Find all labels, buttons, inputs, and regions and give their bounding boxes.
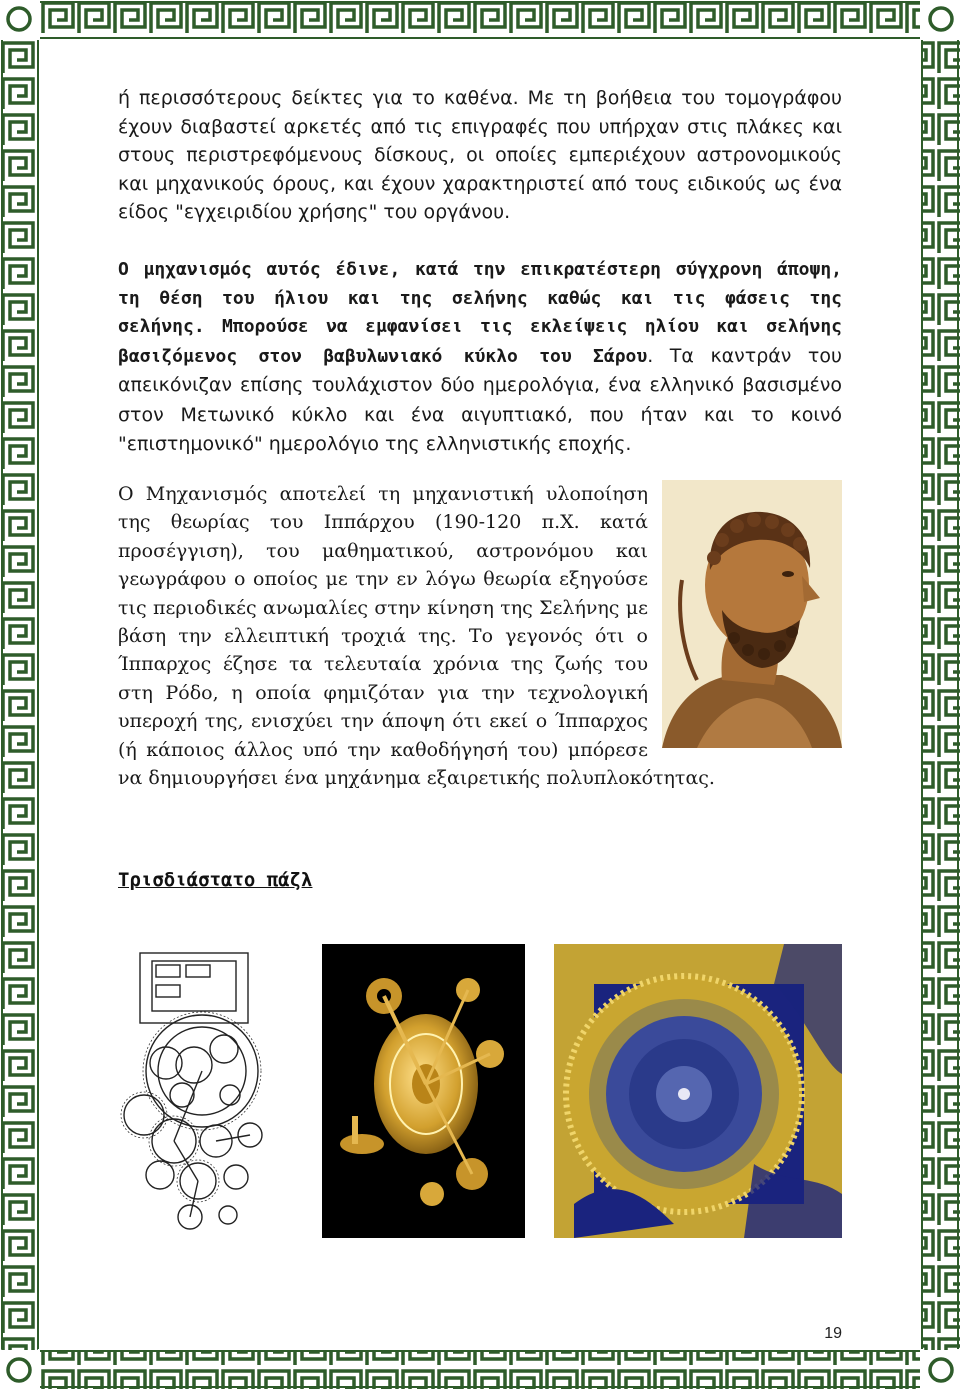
- paragraph-mechanism-function-regular: . Τα καντράν του απεικόνιζαν επίσης τουλάχιστον δύο ημερολόγια, ένα ελληνικό βασισμένο στον Μετωνικό κύκλο και ένα αιγυπτιακό, που ήταν και το κοινό "επιστημονικό" ημερολόγιο της ελληνιστικής εποχής.: [118, 344, 842, 455]
- paragraph-mechanism-function: [118, 256, 842, 460]
- gear-schematic-image: [120, 945, 270, 1240]
- paragraph-inscriptions: ή περισσότερους δείκτες για το καθένα. Με τη βοήθεια του τομογράφου έχουν διαβαστεί αρκετές από τις επιγραφές που υπήρχαν στις πλάκες και στους περιστρεφόμενους δίσκους, οι οποίες εμπεριέχουν αστρονομικούς και μηχανικούς όρους, και έχουν χαρακτηριστεί από τους ειδικούς ως ένα είδος "εγχειριδίου χρήσης" του οργάνου.: [118, 87, 842, 223]
- golden-mechanism-model-image: [322, 944, 525, 1238]
- paragraph-hipparchus-text: Ο Μηχανισμός αποτελεί τη μηχανιστική υλοποίηση της θεωρίας του Ιππάρχου (190-120 π.Χ. κατά προσέγγιση), του μαθηματικού, αστρονόμου και γεωγράφου ο οποίος με την εν λόγω θεωρία εξηγούσε τις περιοδικές ανωμαλίες στην κίνηση της Σελήνης με βάση την ελλειπτική τροχιά της. Το γεγονός ότι ο Ίππαρχος έζησε τα τελευταία χρόνια της ζωής του στη Ρόδο, η οποία φημιζόταν για την τεχνολογική υπεροχή της, ενισχύει την άποψη ότι εκεί ο Ίππαρχος (ή κάποιος άλλος υπό την καθοδήγησή του) μπόρεσε να δημιουργήσει ένα μηχάνημα εξαιρετικής πολυπλοκότητας.: [118, 483, 715, 790]
- paragraph-hipparchus: [118, 480, 842, 792]
- section-heading: Τρισδιάστατο πάζλ: [118, 869, 313, 891]
- page-number: 19: [824, 1325, 842, 1342]
- hipparchus-portrait-image: [662, 480, 842, 748]
- xray-gear-scan-image: [554, 944, 842, 1238]
- paragraph-mechanism-function-bold: Ο μηχανισμός αυτός έδινε, κατά την επικρατέστερη σύγχρονη άποψη, τη θέση του ήλιου και της σελήνης καθώς και τις φάσεις της σελήνης. Μπορούσε να εμφανίσει τις εκλείψεις ηλίου και σελήνης βασιζόμενος στον βαβυλωνιακό κύκλο του Σάρου: [118, 259, 842, 367]
